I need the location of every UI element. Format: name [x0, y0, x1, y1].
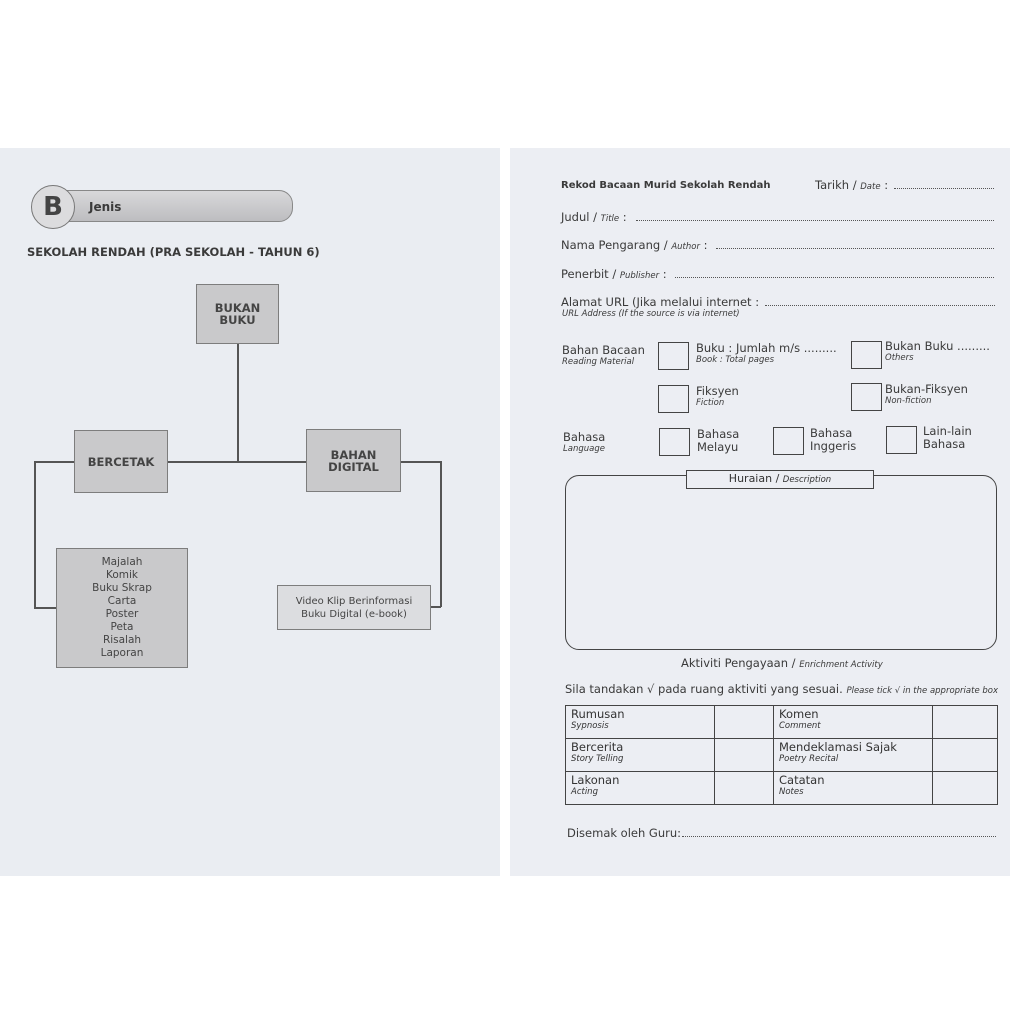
tick-cell[interactable] — [715, 739, 774, 772]
date-field[interactable] — [894, 188, 994, 189]
enrichment-heading: Aktiviti Pengayaan / Enrichment Activity — [681, 656, 883, 670]
url-field[interactable] — [765, 305, 995, 306]
publisher-field[interactable] — [675, 277, 994, 278]
activity-table — [565, 705, 998, 805]
option-other-language: Lain-lain Bahasa — [923, 424, 972, 451]
description-box[interactable] — [565, 475, 997, 650]
list-item: Buku Skrap — [92, 582, 152, 594]
date-label: Tarikh / Date : — [815, 178, 889, 192]
checkbox-fiction[interactable] — [658, 385, 689, 413]
form-title: Rekod Bacaan Murid Sekolah Rendah — [561, 180, 771, 191]
connector — [430, 606, 441, 608]
checked-by-label: Disemak oleh Guru: — [567, 826, 682, 840]
checkbox-other-language[interactable] — [886, 426, 917, 454]
section-letter: B — [43, 192, 63, 222]
option-malay: Bahasa Melayu — [697, 427, 740, 454]
reading-material-label: Bahan Bacaan Reading Material — [562, 343, 645, 367]
tick-cell[interactable] — [933, 706, 998, 739]
option-non-fiction: Bukan-Fiksyen Non-fiction — [885, 382, 968, 406]
checkbox-english[interactable] — [773, 427, 804, 455]
description-label: Huraian / Description — [686, 470, 874, 489]
node-root: BUKAN BUKU — [196, 284, 279, 344]
list-item: Laporan — [100, 647, 144, 659]
list-item: Majalah — [101, 556, 143, 568]
publisher-label: Penerbit / Publisher : — [561, 267, 667, 281]
connector — [34, 461, 36, 608]
url-sublabel: URL Address (If the source is via internet) — [562, 309, 740, 319]
list-item: Buku Digital (e-book) — [301, 608, 407, 620]
title-label: Judul / Title : — [561, 210, 627, 224]
table-row — [566, 739, 998, 772]
table-row — [566, 706, 998, 739]
tick-cell[interactable] — [933, 739, 998, 772]
title-field[interactable] — [636, 220, 994, 221]
list-item: Poster — [105, 608, 139, 620]
instruction-text: Sila tandakan √ pada ruang aktiviti yang sesuai. Please tick √ in the appropriate box — [565, 682, 998, 696]
activity-acting: Lakonan Acting — [566, 772, 715, 805]
list-item: Peta — [110, 621, 134, 633]
tick-cell[interactable] — [715, 706, 774, 739]
option-book: Buku : Jumlah m/s ......... Book : Total pages — [696, 341, 837, 365]
connector — [440, 461, 442, 607]
list-item: Komik — [105, 569, 138, 581]
url-label: Alamat URL (Jika melalui internet : — [561, 295, 760, 309]
activity-comment: Komen Comment — [774, 706, 933, 739]
tick-cell[interactable] — [933, 772, 998, 805]
checkbox-malay[interactable] — [659, 428, 690, 456]
activity-notes: Catatan Notes — [774, 772, 933, 805]
tick-cell[interactable] — [715, 772, 774, 805]
list-item: Risalah — [102, 634, 142, 646]
table-row — [566, 772, 998, 805]
option-fiction: Fiksyen Fiction — [696, 384, 739, 408]
section-badge — [31, 185, 75, 229]
printed-items-list — [56, 548, 188, 668]
checked-by-field[interactable] — [682, 836, 996, 837]
checkbox-book[interactable] — [658, 342, 689, 370]
activity-synopsis: Rumusan Sypnosis — [566, 706, 715, 739]
checkbox-non-book[interactable] — [851, 341, 882, 369]
page-heading: SEKOLAH RENDAH (PRA SEKOLAH - TAHUN 6) — [27, 245, 320, 259]
digital-items-list — [277, 585, 431, 630]
node-printed: BERCETAK — [74, 430, 168, 493]
language-label: Bahasa Language — [563, 430, 606, 454]
node-digital: BAHAN DIGITAL — [306, 429, 401, 492]
connector — [237, 343, 239, 461]
connector — [34, 607, 56, 609]
option-english: Bahasa Inggeris — [810, 426, 857, 453]
section-title: Jenis — [89, 200, 122, 214]
activity-storytelling: Bercerita Story Telling — [566, 739, 715, 772]
list-item: Carta — [107, 595, 137, 607]
checkbox-non-fiction[interactable] — [851, 383, 882, 411]
list-item: Video Klip Berinformasi — [295, 595, 413, 607]
author-field[interactable] — [716, 248, 994, 249]
activity-poetry: Mendeklamasi Sajak Poetry Recital — [774, 739, 933, 772]
option-non-book: Bukan Buku ......... Others — [885, 339, 990, 363]
author-label: Nama Pengarang / Author : — [561, 238, 708, 252]
